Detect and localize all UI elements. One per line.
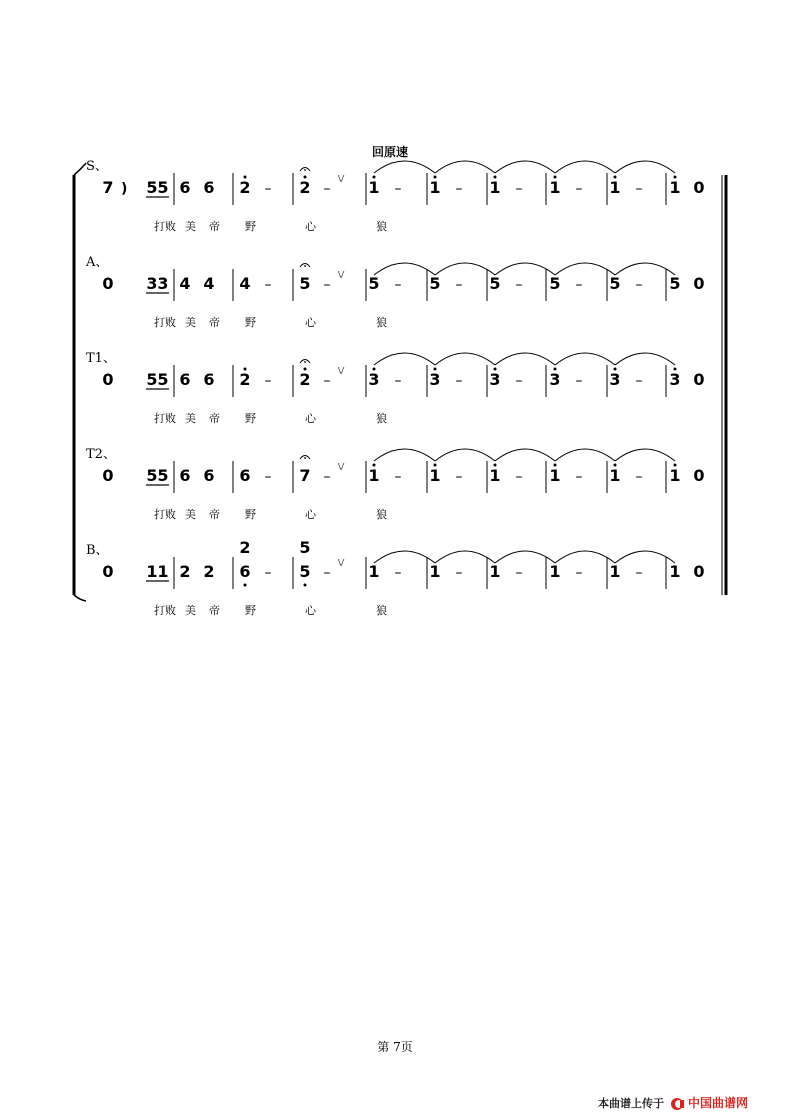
part-label: B、 [86,543,109,558]
octave-dot-above [614,464,617,467]
dash-extension: – [575,565,583,581]
note: 1 [146,562,158,581]
fermata-dot [304,457,306,459]
octave-dot-above [614,368,617,371]
site-logo[interactable] [670,1094,748,1111]
tie-arc [435,263,495,275]
dash-extension: – [455,373,463,389]
note: 4 [179,274,191,293]
note: 1 [429,466,441,485]
note: 6 [179,466,191,485]
tie-arc [374,161,435,173]
dash-extension: – [575,277,583,293]
note: 5 [146,178,158,197]
lyric-syllable: 野 [245,316,256,329]
octave-dot-above [434,368,437,371]
tie-arc [495,353,555,365]
dash-extension: – [323,373,331,389]
tie-arc [555,263,615,275]
note: 2 [179,562,191,581]
tie-arc [435,551,495,563]
lyric-syllable: 狼 [376,508,387,521]
note: 6 [203,370,215,389]
note: 6 [203,178,215,197]
lyric-syllable: 野 [245,508,256,521]
tie-arc [374,263,435,275]
lyric-syllable: 狼 [376,316,387,329]
breath-mark: V [337,366,345,377]
note: 5 [157,370,169,389]
note: 3 [157,274,169,293]
dash-extension: – [635,181,643,197]
octave-dot-above [373,368,376,371]
tie-arc [374,353,435,365]
note: 1 [368,562,380,581]
note: 2 [203,562,215,581]
lyric-syllable: 打败 [154,412,176,425]
octave-dot-above [244,368,247,371]
fermata-dot [304,265,306,267]
note: 5 [368,274,380,293]
note: 1 [549,178,561,197]
pickup-note: 7 [102,178,114,197]
tie-arc [555,161,615,173]
octave-dot-below [244,584,247,587]
note: 5 [429,274,441,293]
upper-note: 2 [239,538,251,557]
note: 1 [609,178,621,197]
note: 6 [239,562,251,581]
note: 3 [549,370,561,389]
note: 3 [146,274,158,293]
tie-arc [615,161,675,173]
note: 1 [609,466,621,485]
lyric-syllable: 美 [185,508,196,521]
note: 6 [203,466,215,485]
dash-extension: – [575,181,583,197]
dash-extension: – [455,565,463,581]
dash-extension: – [264,469,272,485]
breath-mark: V [337,558,345,569]
lyric-syllable: 狼 [376,604,387,617]
lyric-syllable: 心 [305,604,316,617]
bracket-top-hook [74,163,86,175]
pickup-note: 0 [102,274,114,293]
octave-dot-above [373,176,376,179]
tie-arc [555,449,615,461]
note: 5 [609,274,621,293]
octave-dot-above [554,464,557,467]
note: 0 [693,562,705,581]
dash-extension: – [635,277,643,293]
note: 3 [609,370,621,389]
lyric-syllable: 帝 [209,220,220,233]
note: 2 [239,370,251,389]
octave-dot-above [674,176,677,179]
dash-extension: – [394,373,402,389]
dash-extension: – [515,565,523,581]
note: 5 [146,466,158,485]
tie-arc [615,353,675,365]
dash-extension: – [323,565,331,581]
lyric-syllable: 野 [245,604,256,617]
dash-extension: – [394,565,402,581]
note: 5 [669,274,681,293]
note: 1 [669,466,681,485]
lyric-syllable: 美 [185,604,196,617]
note: 1 [669,178,681,197]
note: 5 [299,562,311,581]
note: 3 [669,370,681,389]
note: 6 [179,370,191,389]
lyric-syllable: 打败 [154,604,176,617]
octave-dot-above [244,176,247,179]
upper-note: 5 [299,538,311,557]
dash-extension: – [635,373,643,389]
breath-mark: V [337,174,345,185]
dash-extension: – [264,277,272,293]
lyric-syllable: 打败 [154,316,176,329]
note: 3 [368,370,380,389]
note: 4 [239,274,251,293]
note: 5 [549,274,561,293]
note: 1 [549,562,561,581]
lyric-syllable: 狼 [376,412,387,425]
footer-text: 本曲谱上传于 [598,1096,664,1110]
note: 1 [489,562,501,581]
octave-dot-above [494,368,497,371]
dash-extension: – [635,565,643,581]
dash-extension: – [455,277,463,293]
dash-extension: – [264,373,272,389]
tie-arc [374,551,435,563]
note: 1 [669,562,681,581]
pickup-note: 0 [102,466,114,485]
octave-dot-above [434,464,437,467]
note: 2 [299,178,311,197]
tie-arc [435,449,495,461]
lyric-syllable: 心 [305,316,316,329]
site-name: 中国曲谱网 [688,1096,749,1110]
note: 5 [146,370,158,389]
dash-extension: – [515,373,523,389]
dash-extension: – [455,469,463,485]
lyric-syllable: 美 [185,412,196,425]
dash-extension: – [394,277,402,293]
tie-arc [435,161,495,173]
logo-icon [670,1096,686,1110]
lyric-syllable: 美 [185,220,196,233]
dash-extension: – [635,469,643,485]
note: 1 [368,178,380,197]
lyric-syllable: 野 [245,412,256,425]
dash-extension: – [264,181,272,197]
note: 6 [239,466,251,485]
tie-arc [495,161,555,173]
note: 1 [429,562,441,581]
note: 5 [489,274,501,293]
note: 5 [157,178,169,197]
note: 0 [693,274,705,293]
fermata-dot [304,361,306,363]
octave-dot-above [674,368,677,371]
part-label: T1、 [86,351,116,366]
tie-arc [495,449,555,461]
repeat-paren: ) [121,181,128,197]
octave-dot-above [434,176,437,179]
lyric-syllable: 帝 [209,412,220,425]
tie-arc [374,449,435,461]
footer [598,1094,748,1111]
dash-extension: – [394,469,402,485]
lyric-syllable: 打败 [154,508,176,521]
lyric-syllable: 帝 [209,508,220,521]
octave-dot-above [373,464,376,467]
note: 6 [179,178,191,197]
note: 3 [429,370,441,389]
note: 1 [489,466,501,485]
bracket-bottom-hook [74,595,86,601]
page-number: 第 7页 [377,1040,413,1054]
tie-arc [555,353,615,365]
octave-dot-above [494,464,497,467]
octave-dot-below [304,584,307,587]
note: 0 [693,178,705,197]
note: 1 [609,562,621,581]
dash-extension: – [323,277,331,293]
dash-extension: – [323,181,331,197]
dash-extension: – [394,181,402,197]
note: 1 [368,466,380,485]
breath-mark: V [337,462,345,473]
dash-extension: – [515,277,523,293]
tie-arc [555,551,615,563]
dash-extension: – [575,373,583,389]
note: 3 [489,370,501,389]
dash-extension: – [515,469,523,485]
fermata-dot [304,169,306,171]
lyric-syllable: 帝 [209,316,220,329]
note: 4 [203,274,215,293]
octave-dot-above [304,368,307,371]
part-label: T2、 [86,447,116,462]
lyric-syllable: 心 [305,508,316,521]
lyric-syllable: 帝 [209,604,220,617]
note: 1 [489,178,501,197]
note: 2 [299,370,311,389]
note: 1 [429,178,441,197]
pickup-note: 0 [102,562,114,581]
dash-extension: – [264,565,272,581]
tie-arc [615,449,675,461]
note: 5 [299,274,311,293]
part-label: A、 [86,255,109,270]
lyric-syllable: 狼 [376,220,387,233]
octave-dot-above [554,176,557,179]
dash-extension: – [323,469,331,485]
part-label: S、 [86,159,108,174]
lyric-syllable: 野 [245,220,256,233]
octave-dot-above [554,368,557,371]
note: 2 [239,178,251,197]
octave-dot-above [304,176,307,179]
lyric-syllable: 打败 [154,220,176,233]
octave-dot-above [674,464,677,467]
tempo-marking: 回原速 [372,145,409,159]
note: 7 [299,466,311,485]
pickup-note: 0 [102,370,114,389]
note: 1 [549,466,561,485]
lyric-syllable: 心 [305,220,316,233]
note: 1 [157,562,169,581]
dash-extension: – [515,181,523,197]
dash-extension: – [575,469,583,485]
dash-extension: – [455,181,463,197]
lyric-syllable: 心 [305,412,316,425]
note: 0 [693,466,705,485]
tie-arc [435,353,495,365]
octave-dot-above [614,176,617,179]
note: 5 [157,466,169,485]
lyric-syllable: 美 [185,316,196,329]
breath-mark: V [337,270,345,281]
note: 0 [693,370,705,389]
octave-dot-above [494,176,497,179]
